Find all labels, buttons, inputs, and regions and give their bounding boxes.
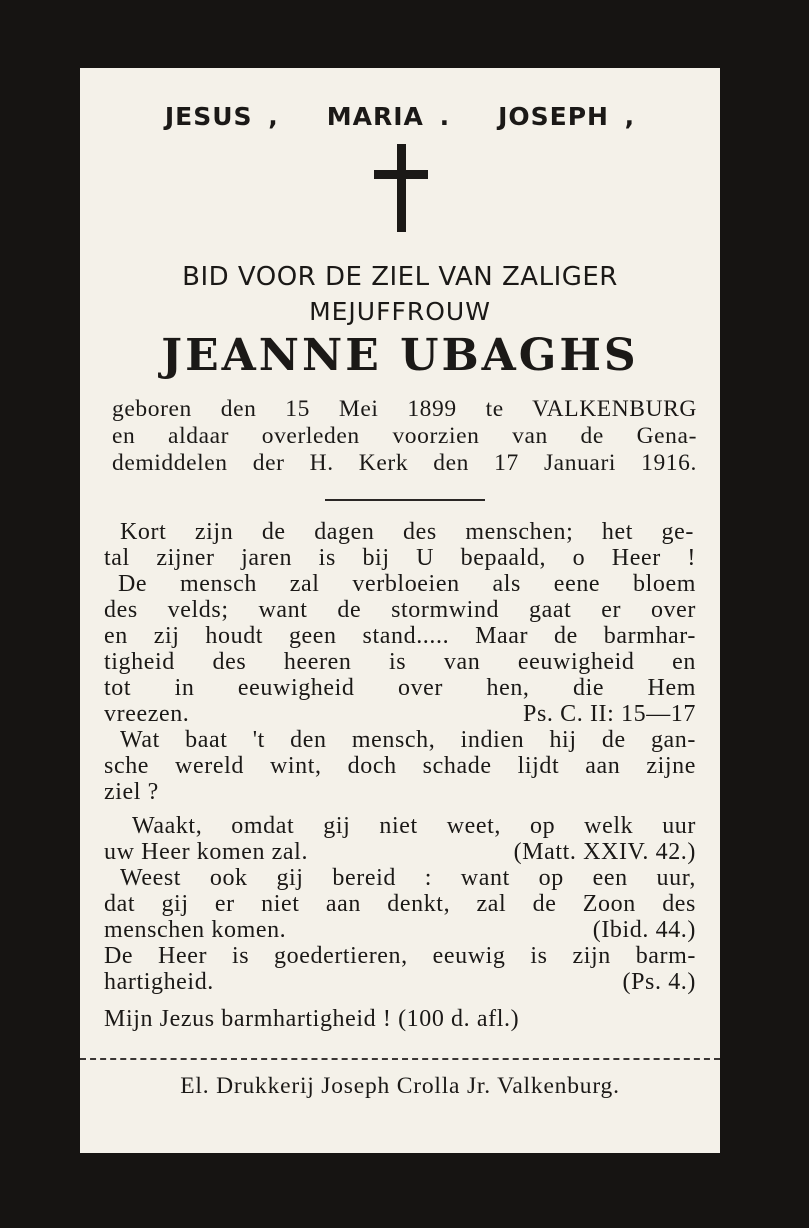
verse-line: tigheid des heeren is van eeuwigheid en: [104, 649, 696, 675]
verse-line: Waakt, omdat gij niet weet, op welk uur: [132, 813, 696, 839]
verse-line-with-citation: [104, 969, 696, 996]
verse-line: Weest ook gij bereid : want op een uur,: [120, 865, 696, 891]
indulgence-prayer: Mijn Jezus barmhartigheid ! (100 d. afl.): [104, 1006, 520, 1032]
memorial-card: [80, 68, 720, 1153]
divider: [325, 499, 485, 501]
holy-names: [80, 102, 720, 131]
name-jesus: JESUS ,: [164, 102, 279, 131]
verse-text: hartigheid.: [104, 969, 214, 995]
prayer-request: BID VOOR DE ZIEL VAN ZALIGER: [182, 262, 618, 292]
verse-line: tal zijner jaren is bij U bepaald, o Heer !: [104, 545, 696, 571]
honorific: MEJUFFROUW: [309, 297, 491, 326]
verse-line: des velds; want de stormwind gaat er over: [104, 597, 696, 623]
verse-line-with-citation: [104, 839, 696, 866]
verse-text: uw Heer komen zal.: [104, 839, 309, 865]
dashed-divider: [80, 1058, 720, 1060]
deceased-name: JEANNE UBAGHS: [161, 330, 639, 381]
name-maria: MARIA .: [326, 102, 451, 131]
verse-line: De Heer is goedertieren, eeuwig is zijn barm-: [104, 943, 696, 969]
printer-credit: El. Drukkerij Joseph Crolla Jr. Valkenburg.: [180, 1073, 620, 1099]
verse-line: dat gij er niet aan denkt, zal de Zoon des: [104, 891, 696, 917]
bio-line: en aldaar overleden voorzien van de Gena-: [112, 423, 697, 449]
verse-line: ziel ?: [104, 779, 159, 805]
citation: Ps. C. II: 15—17: [523, 701, 696, 727]
verse-line-with-citation: [104, 701, 696, 728]
verse-text: vreezen.: [104, 701, 190, 727]
citation: (Ps. 4.): [622, 969, 696, 995]
verse-line-with-citation: [104, 917, 696, 944]
name-joseph: JOSEPH ,: [498, 102, 636, 131]
bio-line: demiddelen der H. Kerk den 17 Januari 1916.: [112, 450, 697, 476]
verse-line: sche wereld wint, doch schade lijdt aan zijne: [104, 753, 696, 779]
citation: (Ibid. 44.): [592, 917, 696, 943]
verse-text: menschen komen.: [104, 917, 287, 943]
verse-line: tot in eeuwigheid over hen, die Hem: [104, 675, 696, 701]
verse-line: en zij houdt geen stand..... Maar de barmhar-: [104, 623, 696, 649]
verse-line: Wat baat 't den mensch, indien hij de gan-: [120, 727, 696, 753]
citation: (Matt. XXIV. 42.): [513, 839, 696, 865]
bio-line: geboren den 15 Mei 1899 te VALKENBURG: [112, 396, 697, 422]
verse-line: De mensch zal verbloeien als eene bloem: [118, 571, 696, 597]
verse-line: Kort zijn de dagen des menschen; het ge-: [120, 519, 694, 545]
cross-icon: [370, 144, 430, 234]
